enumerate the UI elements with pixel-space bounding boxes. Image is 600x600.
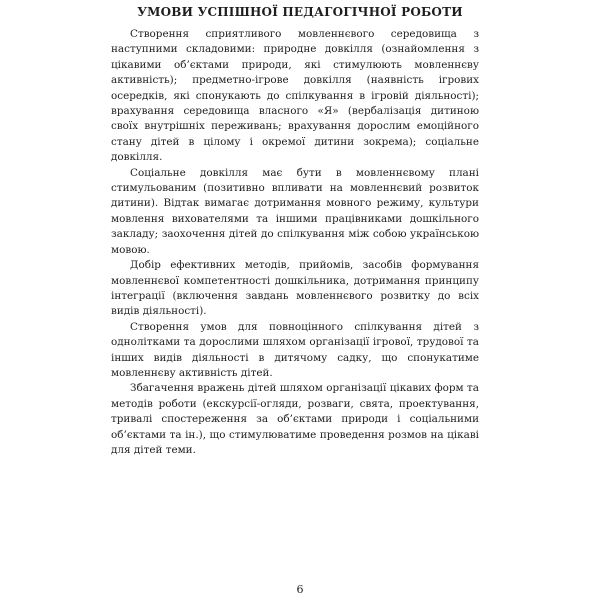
page-title: УМОВИ УСПІШНОЇ ПЕДАГОГІЧНОЇ РОБОТИ (137, 5, 463, 19)
page-number: 6 (296, 583, 304, 596)
body-text (111, 27, 479, 458)
paragraph-4: Створення умов для повноцінного спілкування дітей з однолітками та дорослими шляхом організації ігрової, трудової та інших видів діяльності в дитячому садку, що спонукатиме мовленнєву активність дітей. (111, 320, 479, 379)
paragraph-2: Соціальне довкілля має бути в мовленнєвому плані стимульованим (позитивно впливати на мовленнєвий розвиток дитини). Відтак вимагає дотримання мовного режиму, культури мовлення вихователями та іншими працівниками дошкільного закладу; заохочення дітей до спілкування між собою українською мовою. (111, 166, 479, 256)
paragraph-5: Збагачення вражень дітей шляхом організації цікавих форм та методів роботи (екскурсії-огляди, розваги, свята, проектування, тривалі спостереження за об’єктами природи і соціальними об’єктами та ін.), що стимулюватиме проведення розмов на цікаві для дітей теми. (111, 382, 479, 456)
paragraph-1: Створення сприятливого мовленнєвого середовища з наступними складовими: природне довкілля (ознайомлення з цікавими об’єктами природи, які стимулюють мовленнєву активність); предметно-ігрове довкілля (наявність ігрових осередків, які спонукають до спілкування в ігровій діяльності); врахування середовища власного «Я» (вербалізація дитиною своїх внутрішніх переживань; врахування дорослим емоційного стану дітей в цілому і окремої дитини зокрема); соціальне довкілля. (111, 28, 479, 164)
paragraph-3: Добір ефективних методів, прийомів, засобів формування мовленнєвої компетентності дошкільника, дотримання принципу інтеграції (включення завдань мовленнєвого розвитку до всіх видів діяльності). (111, 259, 479, 318)
